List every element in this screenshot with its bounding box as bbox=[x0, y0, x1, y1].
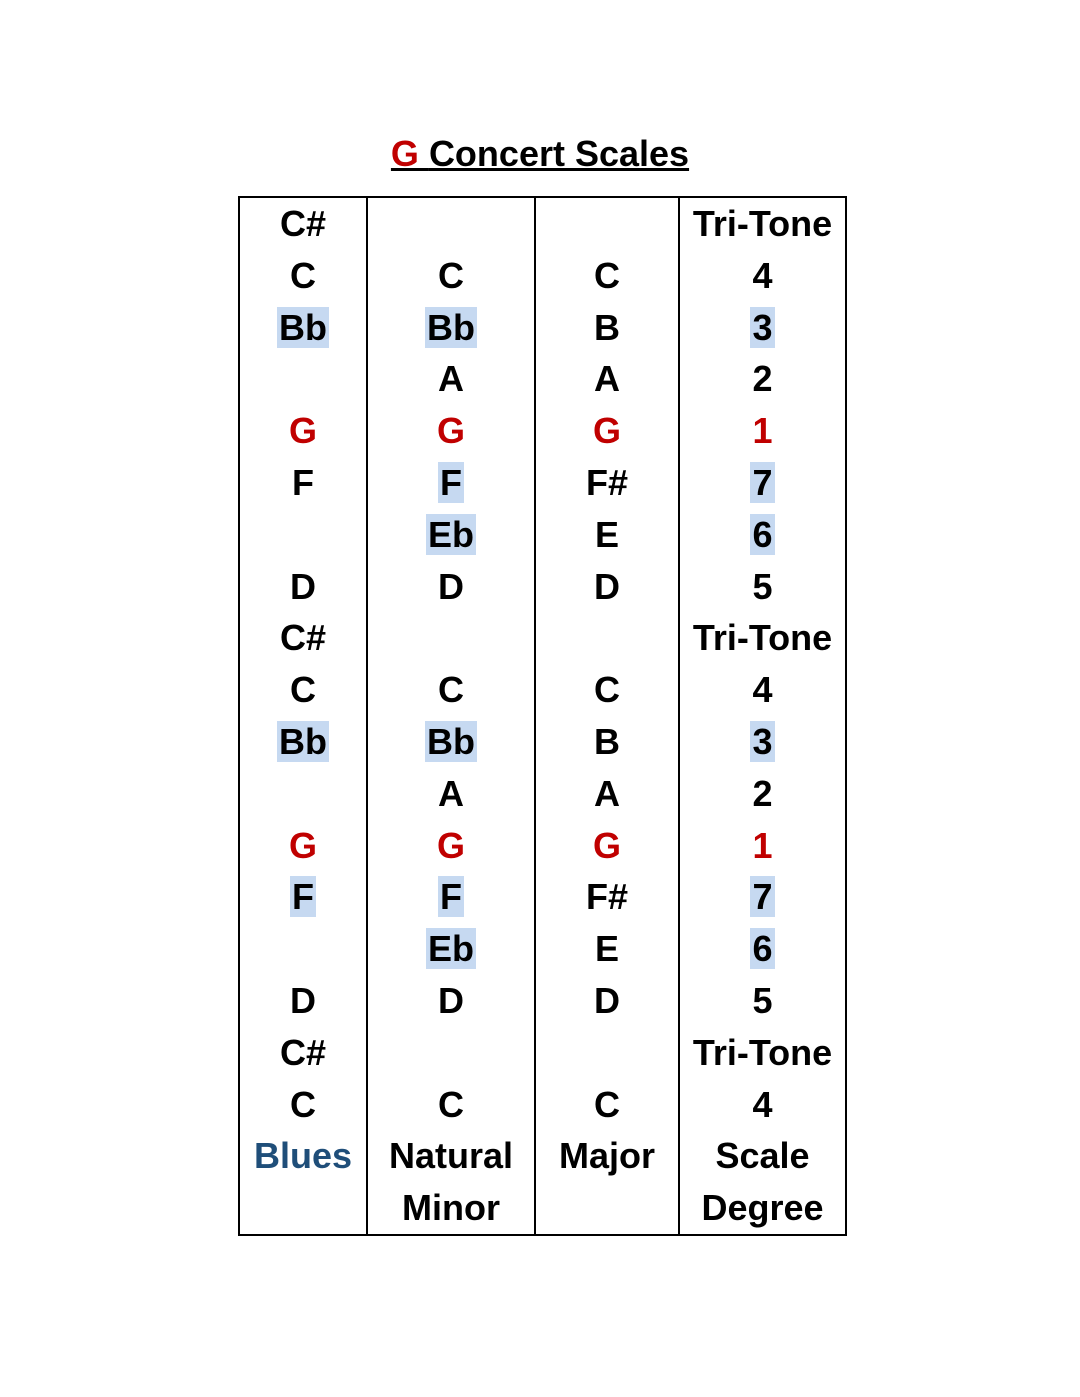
note-text: 7 bbox=[752, 876, 773, 918]
note-text: Bb bbox=[427, 720, 475, 762]
note-text: C bbox=[290, 254, 316, 296]
note-cell bbox=[680, 923, 845, 975]
note-cell bbox=[240, 820, 366, 872]
note-cell bbox=[240, 250, 366, 302]
note-text: 1 bbox=[752, 410, 773, 452]
column-label: Degree bbox=[701, 1187, 824, 1229]
column-label: Minor bbox=[402, 1187, 500, 1229]
note-cell bbox=[680, 561, 845, 613]
note-text: C# bbox=[279, 1031, 327, 1073]
note-cell bbox=[536, 198, 678, 250]
note-cell bbox=[536, 509, 678, 561]
note-text: C bbox=[290, 669, 316, 711]
column-scale-degree bbox=[679, 197, 846, 1235]
note-cell bbox=[680, 302, 845, 354]
note-text: F bbox=[292, 461, 314, 503]
title-rest: Concert Scales bbox=[428, 133, 690, 174]
note-cell bbox=[680, 664, 845, 716]
note-text: C bbox=[594, 1083, 620, 1125]
note-text: 2 bbox=[752, 772, 773, 814]
note-text: E bbox=[594, 513, 619, 555]
note-cell bbox=[368, 716, 534, 768]
note-cell bbox=[536, 250, 678, 302]
scales-row bbox=[239, 197, 846, 1235]
note-cell bbox=[536, 871, 678, 923]
note-cell bbox=[240, 198, 366, 250]
note-cell bbox=[368, 250, 534, 302]
note-text bbox=[605, 1032, 609, 1073]
note-text bbox=[301, 358, 305, 399]
note-cell bbox=[536, 457, 678, 509]
note-cell bbox=[536, 561, 678, 613]
note-text: D bbox=[594, 565, 620, 607]
page-title bbox=[0, 130, 1080, 178]
note-text: 3 bbox=[752, 306, 773, 348]
note-cell bbox=[240, 716, 366, 768]
note-cell bbox=[240, 1079, 366, 1131]
note-text bbox=[449, 617, 453, 658]
note-text: E bbox=[594, 928, 619, 970]
note-text: A bbox=[594, 358, 620, 400]
note-cell bbox=[240, 457, 366, 509]
note-text: G bbox=[288, 410, 317, 452]
note-text bbox=[605, 617, 609, 658]
note-cell bbox=[368, 561, 534, 613]
note-text: 2 bbox=[752, 358, 773, 400]
note-text: G bbox=[288, 824, 317, 866]
note-text: 5 bbox=[752, 979, 773, 1021]
note-text: C bbox=[438, 1083, 464, 1125]
note-text: C bbox=[594, 669, 620, 711]
note-text bbox=[605, 203, 609, 244]
note-cell bbox=[368, 923, 534, 975]
note-cell bbox=[680, 509, 845, 561]
note-text: C# bbox=[279, 617, 327, 659]
note-cell bbox=[680, 1027, 845, 1079]
note-cell bbox=[680, 353, 845, 405]
note-cell bbox=[536, 612, 678, 664]
column-label: Major bbox=[558, 1135, 655, 1177]
note-text: C# bbox=[279, 203, 327, 244]
column-label: Blues bbox=[253, 1135, 353, 1177]
note-text: G bbox=[436, 824, 465, 866]
note-cell bbox=[240, 975, 366, 1027]
note-cell bbox=[368, 353, 534, 405]
column-blues bbox=[239, 197, 367, 1235]
note-cell bbox=[536, 405, 678, 457]
note-text: Bb bbox=[279, 306, 327, 348]
note-text: 7 bbox=[752, 461, 773, 503]
note-cell bbox=[536, 353, 678, 405]
note-text: G bbox=[436, 410, 465, 452]
note-text: 5 bbox=[752, 565, 773, 607]
note-text: D bbox=[438, 979, 464, 1021]
column-label: Natural bbox=[388, 1135, 514, 1177]
note-cell bbox=[680, 250, 845, 302]
note-text bbox=[449, 1032, 453, 1073]
note-cell bbox=[240, 353, 366, 405]
note-text: F# bbox=[585, 876, 628, 918]
note-cell bbox=[368, 302, 534, 354]
note-cell bbox=[680, 612, 845, 664]
note-cell bbox=[680, 768, 845, 820]
note-cell bbox=[368, 1027, 534, 1079]
note-cell bbox=[536, 1079, 678, 1131]
note-text: Tri-Tone bbox=[692, 617, 833, 659]
column-major bbox=[535, 197, 679, 1235]
note-text: 4 bbox=[752, 669, 773, 711]
note-cell bbox=[368, 405, 534, 457]
note-text: C bbox=[594, 254, 620, 296]
note-cell bbox=[536, 302, 678, 354]
note-cell bbox=[368, 1079, 534, 1131]
note-cell bbox=[680, 871, 845, 923]
note-cell bbox=[368, 768, 534, 820]
note-cell bbox=[680, 716, 845, 768]
note-text: A bbox=[438, 358, 464, 400]
note-text: 4 bbox=[752, 254, 773, 296]
note-text: 4 bbox=[752, 1083, 773, 1125]
note-cell bbox=[240, 923, 366, 975]
note-text: F bbox=[292, 876, 314, 918]
note-text: C bbox=[290, 1083, 316, 1125]
note-text: F bbox=[440, 461, 462, 503]
note-cell bbox=[680, 405, 845, 457]
note-cell bbox=[240, 1027, 366, 1079]
note-cell bbox=[536, 716, 678, 768]
note-text: Eb bbox=[427, 513, 474, 555]
note-cell bbox=[536, 1027, 678, 1079]
note-text: 3 bbox=[752, 720, 773, 762]
note-cell bbox=[368, 664, 534, 716]
note-text: 6 bbox=[752, 513, 773, 555]
note-cell bbox=[536, 768, 678, 820]
note-text: G bbox=[592, 410, 621, 452]
note-cell bbox=[680, 1079, 845, 1131]
note-cell bbox=[240, 302, 366, 354]
note-text: Tri-Tone bbox=[692, 1031, 833, 1073]
note-text bbox=[301, 514, 305, 555]
note-text bbox=[301, 773, 305, 814]
note-cell bbox=[680, 820, 845, 872]
note-text: Tri-Tone bbox=[692, 203, 833, 244]
note-text bbox=[449, 203, 453, 244]
note-text: D bbox=[290, 565, 316, 607]
note-cell bbox=[368, 612, 534, 664]
note-text: B bbox=[594, 306, 620, 348]
column-label: Scale bbox=[715, 1135, 810, 1177]
scales-table bbox=[238, 196, 847, 1236]
note-cell bbox=[368, 975, 534, 1027]
note-text: A bbox=[594, 772, 620, 814]
note-cell bbox=[240, 768, 366, 820]
note-text: 6 bbox=[752, 928, 773, 970]
note-text: C bbox=[438, 254, 464, 296]
note-text: G bbox=[592, 824, 621, 866]
note-cell bbox=[368, 820, 534, 872]
note-cell bbox=[680, 975, 845, 1027]
note-text: C bbox=[438, 669, 464, 711]
note-cell bbox=[536, 820, 678, 872]
note-cell bbox=[240, 664, 366, 716]
note-text: B bbox=[594, 720, 620, 762]
note-cell bbox=[368, 509, 534, 561]
note-cell bbox=[536, 975, 678, 1027]
note-cell bbox=[368, 871, 534, 923]
note-text bbox=[301, 928, 305, 969]
note-cell bbox=[240, 509, 366, 561]
note-cell bbox=[240, 561, 366, 613]
note-text: Eb bbox=[427, 928, 474, 970]
note-cell bbox=[240, 612, 366, 664]
note-cell bbox=[368, 457, 534, 509]
note-text: F# bbox=[585, 461, 628, 503]
note-text: D bbox=[290, 979, 316, 1021]
note-cell bbox=[680, 198, 845, 250]
note-text: A bbox=[438, 772, 464, 814]
note-cell bbox=[240, 405, 366, 457]
note-text: D bbox=[438, 565, 464, 607]
note-cell bbox=[536, 923, 678, 975]
note-cell bbox=[368, 198, 534, 250]
note-cell bbox=[536, 664, 678, 716]
note-cell bbox=[240, 871, 366, 923]
note-text: Bb bbox=[427, 306, 475, 348]
column-natural-minor bbox=[367, 197, 535, 1235]
note-text: Bb bbox=[279, 720, 327, 762]
title-key: G bbox=[390, 133, 429, 174]
note-text: D bbox=[594, 979, 620, 1021]
note-text: F bbox=[440, 876, 462, 918]
note-text: 1 bbox=[752, 824, 773, 866]
note-cell bbox=[680, 457, 845, 509]
